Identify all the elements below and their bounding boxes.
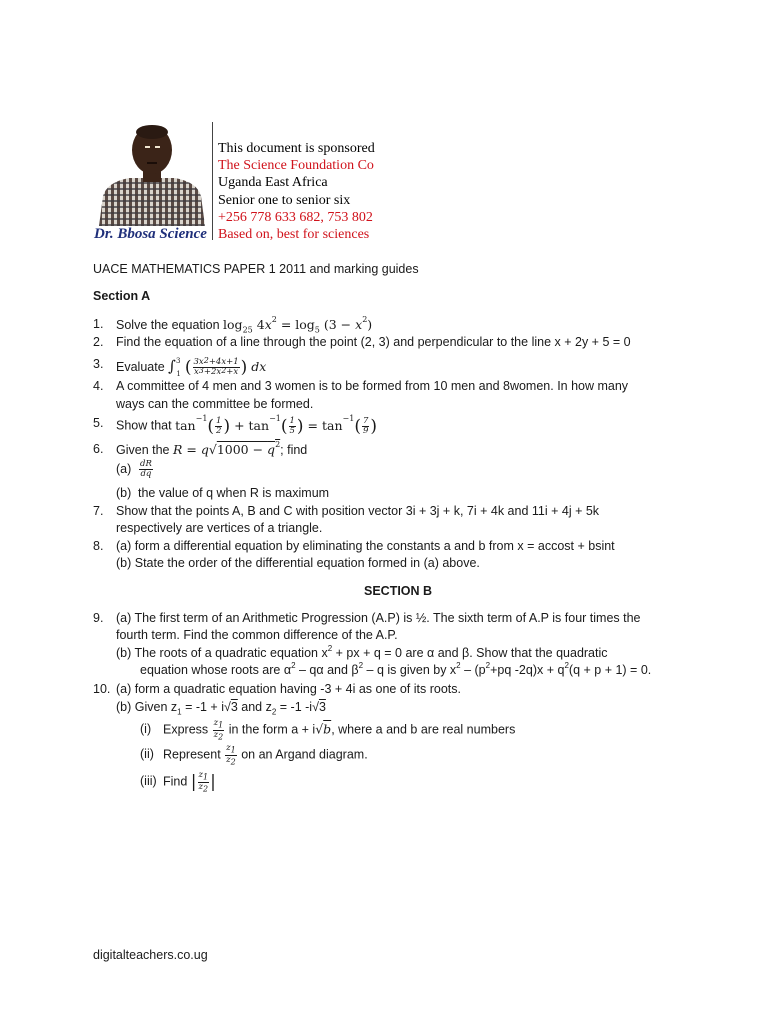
question-6b bbox=[116, 486, 329, 500]
question-text: equation whose roots are bbox=[140, 663, 284, 677]
question-text: Evaluate bbox=[116, 360, 169, 374]
math-expr: $R = q√1000 - q^2$ bbox=[172, 440, 281, 457]
divider bbox=[212, 122, 213, 240]
question-text: the value of q when R is maximum bbox=[138, 486, 330, 500]
question-text: (a) The first term of an Arithmetic Progression (A.P) is ½. The sixth term of A.P is four times the bbox=[116, 611, 641, 625]
signature: Dr. Bbosa Science bbox=[94, 226, 207, 242]
sub-label: (iii) bbox=[140, 774, 157, 789]
math-expr: $\frac{z_1}{z_2}$ bbox=[213, 718, 224, 742]
question-text: Find bbox=[163, 774, 191, 789]
math-expr: $\tan^{-1}$( $\frac{1}{2}$ ) + $\tan^{-1}$( $\frac{1}{5}$ ) = $\tan^{-1}$( $\frac{7}{9}$ ) bbox=[175, 414, 378, 436]
question-text: Show that the points A, B and C with position vector 3i + 3j + k, 7i + 4k and 11i + 4j + 5k bbox=[116, 504, 600, 518]
question-text: ways can the committee be formed. bbox=[116, 397, 314, 411]
question-text: Solve the equation bbox=[116, 318, 224, 332]
question-number: 9. bbox=[93, 611, 104, 625]
question-number: 6. bbox=[93, 442, 104, 456]
math-expr: √b bbox=[315, 721, 332, 737]
sponsor-line: Uganda East Africa bbox=[218, 175, 328, 191]
question-10b-ii bbox=[140, 744, 368, 766]
sponsor-line: This document is sponsored bbox=[218, 141, 375, 156]
math-expr: $\alpha^2$ – qα and $\beta^2$ – q is given by $x^2 - (p^2+pq$ $-2q)x + q^2(q + p + 1) = 0$. bbox=[283, 661, 652, 677]
question-text: fourth term. Find the common difference of the A.P. bbox=[116, 628, 398, 642]
question-text: Find the equation of a line through the point (2, 3) and perpendicular to the line x + 2y + 5 = 0 bbox=[116, 335, 631, 349]
question-text: Show that bbox=[116, 418, 176, 433]
question-number: 5. bbox=[93, 416, 104, 430]
math-expr: $\log_{25} 4x^2 = \log_5 (3 - x^2)$ bbox=[223, 315, 373, 335]
math-expr: ∫$^3$1 ( $\frac{3x^2+4x+1}{x^3+2x^2+x}$ ) dx bbox=[168, 356, 267, 378]
sub-label: (b) bbox=[116, 486, 132, 500]
math-expr: $\frac{z_1}{z_2}$ bbox=[198, 770, 209, 794]
sponsor-line: Senior one to senior six bbox=[218, 192, 351, 208]
question-9b-cont bbox=[140, 663, 651, 677]
question-number: 10. bbox=[93, 682, 111, 696]
math-expr: $\frac{dR}{dq}$ bbox=[140, 459, 152, 479]
question-number: 8. bbox=[93, 539, 104, 553]
footer-url: digitalteachers.co.ug bbox=[93, 948, 208, 962]
sponsor-line: Based on, best for sciences bbox=[218, 227, 370, 242]
question-text: ; find bbox=[280, 443, 308, 457]
section-b-heading: SECTION B bbox=[364, 584, 433, 598]
question-number: 7. bbox=[93, 504, 104, 518]
question-6a bbox=[116, 460, 154, 479]
question-text: A committee of 4 men and 3 women is to be formed from 10 men and 8women. In how many bbox=[116, 379, 629, 393]
sponsor-header bbox=[93, 122, 393, 242]
sponsor-text bbox=[218, 140, 393, 242]
question-text: in the form a + i bbox=[225, 722, 316, 737]
question-text: (b) State the order of the differential equation formed in (a) above. bbox=[116, 556, 480, 570]
question-number: 1. bbox=[93, 317, 104, 331]
math-expr: | bbox=[190, 772, 197, 793]
question-text: , where a and b are real numbers bbox=[331, 722, 516, 737]
question-text: Express bbox=[163, 722, 212, 737]
question-text: (a) form a differential equation by eliminating the constants a and b from x = accost + bsint bbox=[116, 539, 615, 553]
question-text: on an Argand diagram. bbox=[237, 747, 368, 762]
question-10b-i bbox=[140, 719, 515, 741]
question-10b-iii bbox=[140, 771, 216, 793]
sponsor-line: +256 778 633 682, 753 802 bbox=[218, 209, 373, 225]
question-number: 4. bbox=[93, 379, 104, 393]
question-10b bbox=[116, 700, 326, 717]
sub-label: (ii) bbox=[140, 747, 154, 762]
math-expr: | bbox=[210, 772, 216, 793]
question-text: (a) form a quadratic equation having -3 + 4i as one of its roots. bbox=[116, 682, 461, 696]
math-expr: $\frac{z_1}{z_2}$ bbox=[226, 743, 236, 767]
sub-label: (a) bbox=[116, 461, 132, 476]
person-photo-icon bbox=[93, 122, 211, 226]
question-text: respectively are vertices of a triangle. bbox=[116, 521, 323, 535]
question-text: (b) The roots of a quadratic equation bbox=[116, 646, 322, 660]
sub-label: (i) bbox=[140, 722, 152, 737]
math-expr: $x^2$ + px + q = 0 are α and β. Show that the quadratic bbox=[321, 644, 608, 660]
section-a-heading: Section A bbox=[93, 289, 151, 303]
question-text: Represent bbox=[163, 747, 225, 762]
question-text: (b) Given bbox=[116, 700, 171, 714]
document-title: UACE MATHEMATICS PAPER 1 2011 and marking guides bbox=[93, 262, 419, 276]
question-text: Given the bbox=[116, 443, 173, 457]
question-number: 3. bbox=[93, 357, 104, 371]
question-9b bbox=[116, 646, 608, 660]
math-expr: $z_1 = -1 + i√3$ and $z_2 = -1$ -i√3 bbox=[170, 700, 326, 717]
sponsor-line: The Science Foundation Co bbox=[218, 158, 374, 174]
question-number: 2. bbox=[93, 335, 104, 349]
